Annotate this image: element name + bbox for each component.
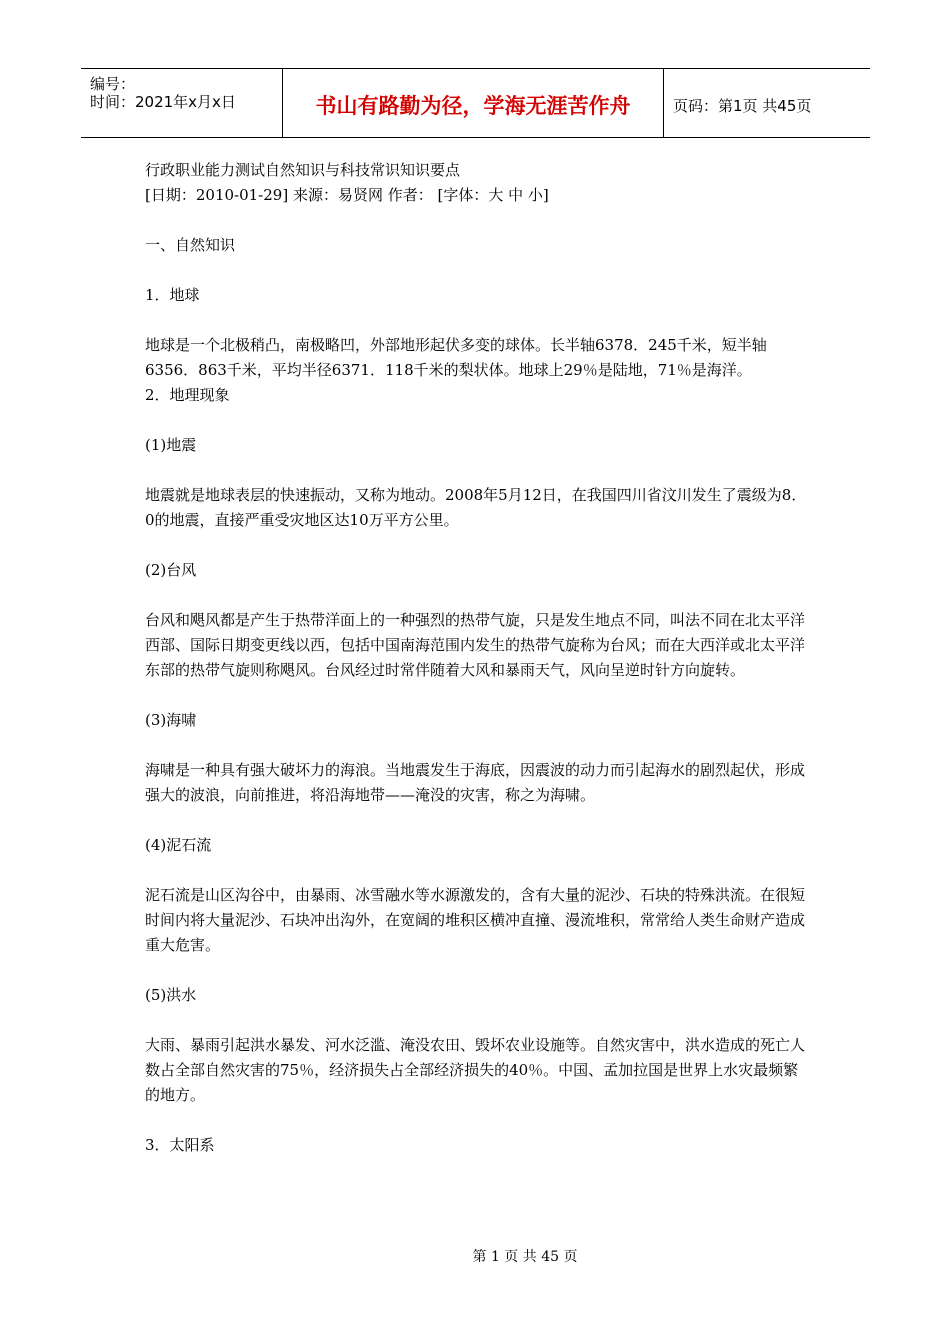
header-left-cell — [81, 69, 282, 137]
page-footer — [0, 1246, 950, 1266]
doc-title: 行政职业能力测试自然知识与科技常识知识要点 — [145, 161, 461, 179]
paragraph-debris-flow: 泥石流是山区沟谷中，由暴雨、冰雪融水等水源激发的，含有大量的泥沙、石块的特殊洪流。在很短时间内将大量泥沙、石块冲出沟外，在宽阔的堆积区横冲直撞、漫流堆积，常常给人类生命财产造成重大危害。 — [145, 886, 806, 954]
subheading-typhoon: (2)台风 — [145, 561, 197, 579]
time-label: 时间：2021年x月x日 — [90, 93, 236, 111]
page-info: 页码：第1页 共45页 — [673, 96, 812, 115]
header-page-cell — [663, 69, 870, 137]
document-body — [145, 158, 809, 1158]
paragraph-tsunami: 海啸是一种具有强大破坏力的海浪。当地震发生于海底，因震波的动力而引起海水的剧烈起伏，形成强大的波浪，向前推进，将沿海地带——淹没的灾害，称之为海啸。 — [145, 761, 806, 804]
subheading-solar-system: 3．太阳系 — [145, 1136, 215, 1154]
paragraph-earth: 地球是一个北极稍凸，南极略凹，外部地形起伏多变的球体。长半轴6378．245千米，短半轴6356．863千米，平均半径6371．118千米的梨状体。地球上29％是陆地，71％是海洋。 — [145, 336, 767, 379]
header-motto-cell — [282, 69, 664, 137]
paragraph-earthquake: 地震就是地球表层的快速振动，又称为地动。2008年5月12日，在我国四川省汶川发生了震级为8．0的地震，直接严重受灾地区达10万平方公里。 — [145, 486, 807, 529]
subheading-earthquake: (1)地震 — [145, 436, 197, 454]
paragraph-typhoon: 台风和飓风都是产生于热带洋面上的一种强烈的热带气旋，只是发生地点不同，叫法不同在北太平洋西部、国际日期变更线以西，包括中国南海范围内发生的热带气旋称为台风；而在大西洋或北太平洋东部的热带气旋则称飓风。台风经过时常伴随着大风和暴雨天气，风向呈逆时针方向旋转。 — [145, 611, 806, 679]
motto-text: 书山有路勤为径，学海无涯苦作舟 — [315, 94, 631, 118]
subheading-debris-flow: (4)泥石流 — [145, 836, 212, 854]
subheading-tsunami: (3)海啸 — [145, 711, 197, 729]
section-heading: 一、自然知识 — [145, 236, 236, 254]
doc-meta: [日期：2010-01-29] 来源：易贤网 作者： [字体：大 中 小] — [145, 186, 549, 204]
footer-page-number: 第 1 页 共 45 页 — [472, 1249, 578, 1265]
subheading-earth: 1．地球 — [145, 286, 200, 304]
subheading-flood: (5)洪水 — [145, 986, 197, 1004]
number-label: 编号： — [90, 75, 136, 93]
paragraph-flood: 大雨、暴雨引起洪水暴发、河水泛滥、淹没农田、毁坏农业设施等。自然灾害中，洪水造成的死亡人数占全部自然灾害的75％，经济损失占全部经济损失的40％。中国、孟加拉国是世界上水灾最频繁的地方。 — [145, 1036, 806, 1104]
page-header — [81, 68, 870, 138]
subheading-geo: 2．地理现象 — [145, 386, 230, 404]
